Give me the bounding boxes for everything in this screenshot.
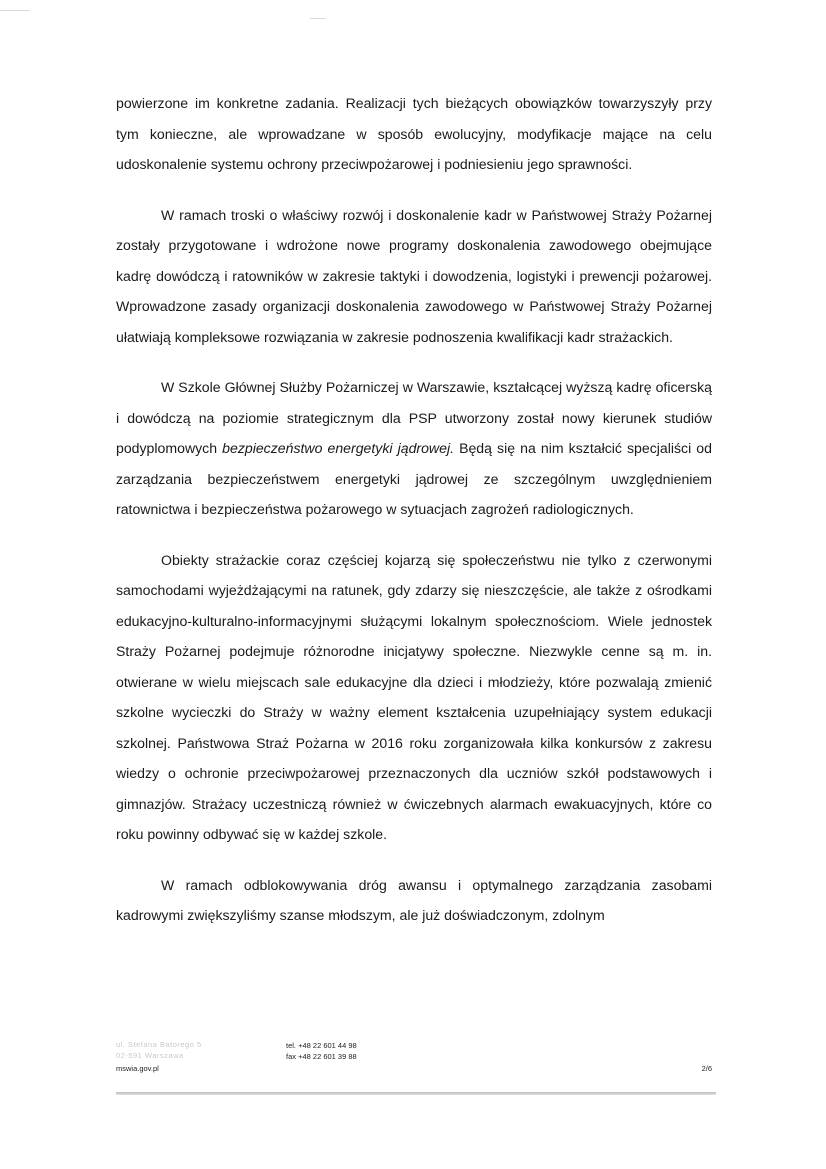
paragraph-sgsp [116,372,712,525]
page-number: 2/6 [701,1064,712,1073]
page-footer [116,1040,712,1080]
paragraph-continuation: powierzone im konkretne zadania. Realizacji tych bieżących obowiązków towarzyszyły przy tym konieczne, ale wprowadzane w sposób ewolucyjny, modyfikacje mające na celu udoskonalenie systemu ochrony przeciwpożarowej i podniesieniu jego sprawności. [116,95,712,172]
paragraph-education: Obiekty strażackie coraz częściej kojarzą się społeczeństwu nie tylko z czerwonymi samochodami wyjeżdżającymi na ratunek, gdy zdarzy się nieszczęście, ale także z ośrodkami edukacyjno-kulturalno-informacyjnymi służącymi lokalnym społecznościom. Wiele jednostek Straży Pożarnej podejmuje różnorodne inicjatywy społeczne. Niezwykle cenne są m. in. otwierane w wielu miejscach sale edukacyjne dla dzieci i młodzieży, które pozwalają zmienić szkolne wycieczki do Straży w ważny element kształcenia uzupełniający system edukacji szkolnej. Państwowa Straż Pożarna w 2016 roku zorganizowała kilka konkursów z zakresu wiedzy o ochronie przeciwpożarowej przeznaczonych dla uczniów szkół podstawowych i gimnazjów. Strażacy uczestniczą również w ćwiczebnych alarmach ewakuacyjnych, które co roku powinny odbywać się w każdej szkole. [116,551,712,842]
footer-address-line1: ul. Stefana Batorego 5 [116,1040,202,1049]
scan-artifact-line [310,18,326,19]
footer-fax: fax +48 22 601 39 88 [286,1052,357,1061]
footer-rule [116,1092,716,1095]
footer-website: mswia.gov.pl [116,1064,159,1073]
paragraph-training: W ramach troski o właściwy rozwój i doskonalenie kadr w Państwowej Straży Pożarnej zostały przygotowane i wdrożone nowe programy doskonalenia zawodowego obejmujące kadrę dowódczą i ratowników w zakresie taktyki i dowodzenia, logistyki i prewencji pożarowej. Wprowadzone zasady organizacji doskonalenia zawodowego w Państwowej Straży Pożarnej ułatwiają kompleksowe rozwiązania w zakresie podnoszenia kwalifikacji kadr strażackich. [116,206,712,345]
paragraph-sgsp-text-start: W Szkole Głównej Służby Pożarniczej w Warszawie, kształcącej wyższą kadrę oficerską i dowódczą na poziomie strategicznym dla PSP utworzony został nowy kierunek studiów podyplomowych [116,379,712,456]
paragraph-sgsp-text-end: Będą się na nim kształcić specjaliści od zarządzania bezpieczeństwem energetyki jądrowej ze szczególnym uwzględnieniem ratownictwa i bezpieczeństwa pożarowego w sytuacjach zagrożeń radiologicznych. [116,440,712,517]
footer-tel: tel. +48 22 601 44 98 [286,1041,357,1050]
study-program-name: bezpieczeństwo energetyki jądrowej. [222,440,454,456]
footer-address-line2: 02-591 Warszawa [116,1051,184,1060]
scan-artifact-line [0,10,30,11]
paragraph-promotion: W ramach odblokowywania dróg awansu i optymalnego zarządzania zasobami kadrowymi zwiększyliśmy szanse młodszym, ale już doświadczonym, zdolnym [116,876,712,923]
letter-body [116,88,712,931]
